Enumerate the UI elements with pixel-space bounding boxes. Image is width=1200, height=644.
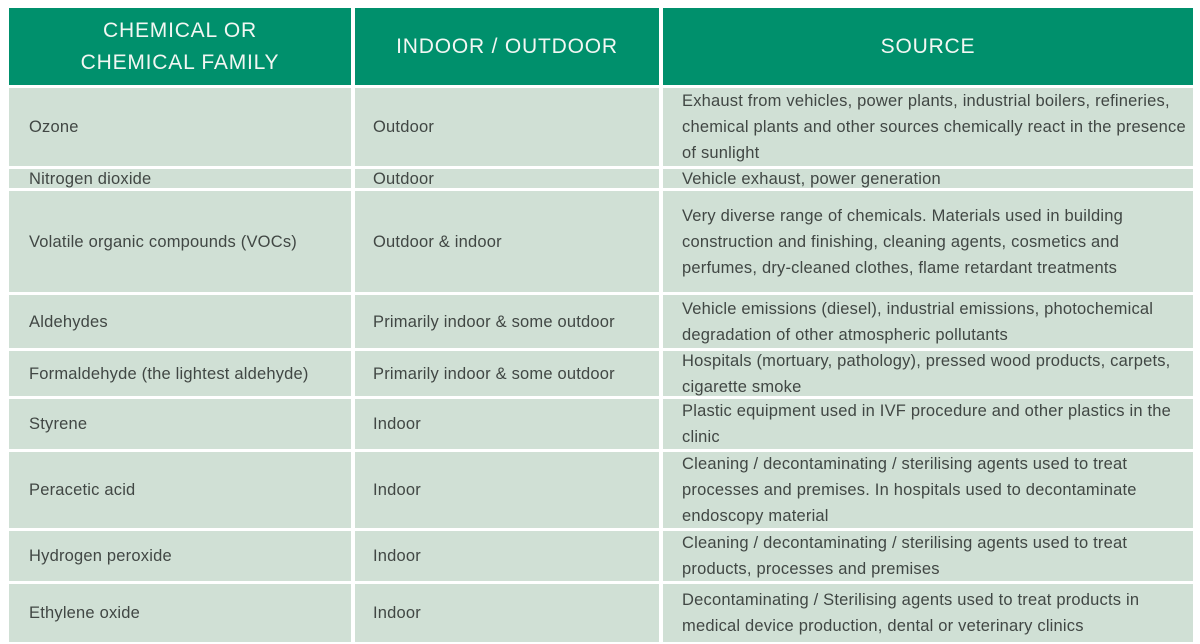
source-text: Hospitals (mortuary, pathology), pressed wood products, carpets, cigarette smoke [682,351,1171,396]
column-header-indoor-outdoor-label: INDOOR / OUTDOOR [396,34,618,58]
column-header-chemical-line1: CHEMICAL OR [103,19,257,42]
indoor-outdoor-value: Outdoor & indoor [373,232,502,251]
cell-indoor-outdoor [355,452,659,528]
chemical-name: Peracetic acid [29,481,136,499]
indoor-outdoor-value: Indoor [373,547,421,565]
column-header-source-label: SOURCE [880,34,976,58]
chemical-name: Ethylene oxide [29,604,141,622]
cell-indoor-outdoor [355,531,659,581]
indoor-outdoor-value: Indoor [373,481,421,499]
cell-source [663,531,1193,581]
source-text: Exhaust from vehicles, power plants, industrial boilers, refineries, chemical plants and other sources chemically react in the presence of sunlight [682,92,1186,162]
cell-chemical [9,88,351,166]
chemical-name: Hydrogen peroxide [29,547,172,565]
cell-indoor-outdoor [355,399,659,449]
source-text: Very diverse range of chemicals. Materials used in building construction and finishing, cleaning agents, cosmetics and perfumes, dry-cleaned clothes, flame retardant treatments [682,206,1124,277]
cell-chemical [9,295,351,348]
indoor-outdoor-value: Indoor [373,415,421,433]
indoor-outdoor-value: Primarily indoor & some outdoor [373,364,615,383]
cell-source [663,88,1193,166]
cell-source [663,399,1193,449]
chemical-sources-table [9,8,1193,642]
chemical-name: Formaldehyde (the lightest aldehyde) [29,364,309,383]
cell-source [663,295,1193,348]
cell-source [663,169,1193,188]
cell-indoor-outdoor [355,191,659,292]
indoor-outdoor-value: Indoor [373,604,421,622]
chemical-name: Styrene [29,415,88,433]
column-header-indoor-outdoor [355,8,659,85]
source-text: Vehicle exhaust, power generation [682,169,941,188]
cell-chemical [9,351,351,396]
cell-chemical [9,531,351,581]
chemical-name: Aldehydes [29,312,108,331]
column-header-source [663,8,1193,85]
chemical-name: Nitrogen dioxide [29,169,152,188]
cell-indoor-outdoor [355,88,659,166]
chemical-name: Ozone [29,118,79,136]
cell-source [663,351,1193,396]
source-text: Cleaning / decontaminating / sterilising agents used to treat processes and premises. In hospitals used to decontaminate endoscopy material [682,455,1137,525]
source-text: Cleaning / decontaminating / sterilising agents used to treat products, processes and premises [682,534,1128,578]
source-text: Decontaminating / Sterilising agents used to treat products in medical device production, dental or veterinary clinics [682,591,1140,635]
cell-chemical [9,169,351,188]
source-text: Vehicle emissions (diesel), industrial emissions, photochemical degradation of other atmospheric pollutants [682,299,1154,344]
source-text: Plastic equipment used in IVF procedure and other plastics in the clinic [682,402,1172,446]
cell-source [663,191,1193,292]
cell-indoor-outdoor [355,295,659,348]
cell-indoor-outdoor [355,169,659,188]
cell-source [663,452,1193,528]
cell-indoor-outdoor [355,351,659,396]
cell-chemical [9,399,351,449]
cell-indoor-outdoor [355,584,659,642]
cell-source [663,584,1193,642]
indoor-outdoor-value: Outdoor [373,169,435,188]
indoor-outdoor-value: Primarily indoor & some outdoor [373,312,615,331]
indoor-outdoor-value: Outdoor [373,118,435,136]
cell-chemical [9,584,351,642]
column-header-chemical [9,8,351,85]
cell-chemical [9,452,351,528]
column-header-chemical-text [81,15,280,78]
cell-chemical [9,191,351,292]
chemical-name: Volatile organic compounds (VOCs) [29,232,297,251]
column-header-chemical-line2: CHEMICAL FAMILY [80,50,280,74]
